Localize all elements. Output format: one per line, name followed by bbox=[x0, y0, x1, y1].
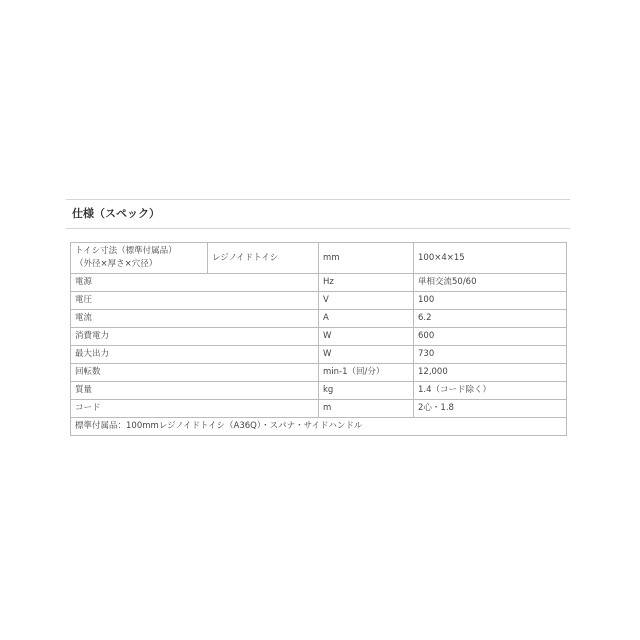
row-value: 730 bbox=[414, 346, 567, 364]
row-unit: W bbox=[319, 328, 414, 346]
row-label: コード bbox=[71, 400, 319, 418]
row-unit: min-1（回/分） bbox=[319, 364, 414, 382]
divider-bottom bbox=[66, 228, 570, 229]
row-value: 100×4×15 bbox=[414, 243, 567, 274]
table-row bbox=[71, 400, 567, 418]
table-row bbox=[71, 310, 567, 328]
row-value: 12,000 bbox=[414, 364, 567, 382]
row-unit: m bbox=[319, 400, 414, 418]
table-row bbox=[71, 364, 567, 382]
row-unit: Hz bbox=[319, 274, 414, 292]
row-label: 電源 bbox=[71, 274, 319, 292]
table-row bbox=[71, 418, 567, 436]
row-label: 回転数 bbox=[71, 364, 319, 382]
table-row bbox=[71, 274, 567, 292]
row-label: 電流 bbox=[71, 310, 319, 328]
row-label: 電圧 bbox=[71, 292, 319, 310]
row-label bbox=[71, 243, 208, 274]
row-value: 単相交流50/60 bbox=[414, 274, 567, 292]
row-label: 消費電力 bbox=[71, 328, 319, 346]
section-heading: 仕様（スペック） bbox=[72, 207, 160, 220]
row-unit: A bbox=[319, 310, 414, 328]
row-unit: W bbox=[319, 346, 414, 364]
row-value: 2心・1.8 bbox=[414, 400, 567, 418]
row-unit: kg bbox=[319, 382, 414, 400]
row-value: 1.4（コード除く） bbox=[414, 382, 567, 400]
table-row bbox=[71, 328, 567, 346]
row-label: 質量 bbox=[71, 382, 319, 400]
row-label-line1: トイシ寸法（標準付属品） bbox=[75, 246, 177, 256]
row-value: 100 bbox=[414, 292, 567, 310]
table-row bbox=[71, 346, 567, 364]
table-row bbox=[71, 382, 567, 400]
table-footer: 標準付属品：100mmレジノイドトイシ（A36Q）・スパナ・サイドハンドル bbox=[71, 418, 567, 436]
row-sublabel: レジノイドトイシ bbox=[208, 243, 319, 274]
table-row bbox=[71, 243, 567, 274]
row-unit: mm bbox=[319, 243, 414, 274]
spec-table bbox=[70, 242, 567, 436]
spec-section bbox=[70, 199, 566, 229]
table-row bbox=[71, 292, 567, 310]
row-unit: V bbox=[319, 292, 414, 310]
row-label-line2: （外径×厚さ×穴径） bbox=[75, 259, 158, 269]
row-label: 最大出力 bbox=[71, 346, 319, 364]
row-value: 6.2 bbox=[414, 310, 567, 328]
row-value: 600 bbox=[414, 328, 567, 346]
